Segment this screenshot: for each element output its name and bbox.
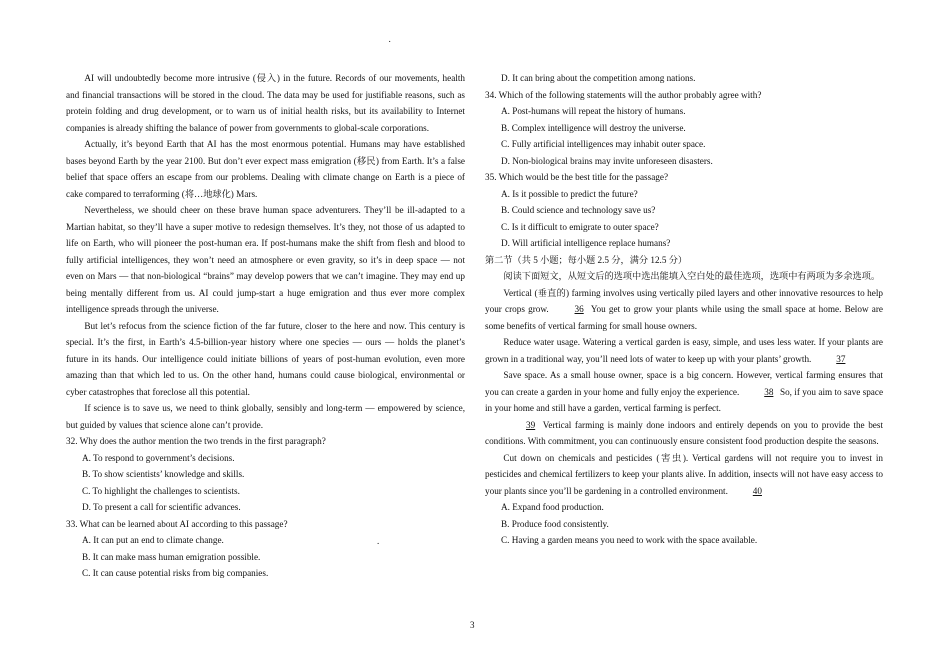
passage-paragraph: Nevertheless, we should cheer on these brave human space adventurers. They’ll be ill-adapted to a Martian habitat, so they’ll have a super motive to redesign themselves. It’s they, not those of us adapted to life on Earth, who will pioneer the post-human era. If post-humans make the shift from flesh and blood to fully artificial intelligences, they won’t need an atmosphere or even gravity, so it’s in deep space — not even on Mars — that non-biological “brains” may develop powers that we can’t imagine. They may end up being mentally different from us. AI could jump-start a huge emigration and thus ever more complex intelligence spreads through the universe. [66, 205, 465, 314]
section-instructions: 阅读下面短文，从短文后的选项中选出能填入空白处的最佳选项，选项中有两项为多余选项。 [503, 271, 881, 281]
passage-paragraph: AI will undoubtedly become more intrusive (侵入) in the future. Records of our movements, health and financial transactions will be stored in the cloud. The data may be used for justifiable reasons, such as protein folding and drug development, or to warn us of initial health risks, but its availability to Internet companies is already shifting the balance of power from governments to global-scale corporations. [66, 73, 465, 133]
header-mark: ˙ [388, 40, 392, 51]
option-34c: C. Fully artificial intelligences may inhabit outer space. [501, 139, 706, 149]
option-35a: A. Is it possible to predict the future? [501, 188, 638, 199]
option-32c: C. To highlight the challenges to scientists. [82, 485, 240, 496]
blank-36: 36 [574, 304, 584, 314]
option-33b: B. It can make mass human emigration possible. [82, 551, 261, 562]
option-34b: B. Complex intelligence will destroy the universe. [501, 122, 686, 133]
blank-37: 37 [836, 353, 846, 364]
passage-paragraph [485, 417, 883, 450]
option-32a: A. To respond to government’s decisions. [82, 452, 235, 463]
blank-40: 40 [752, 485, 762, 496]
option-34a: A. Post-humans will repeat the history of humans. [501, 106, 686, 116]
passage-paragraph [485, 367, 883, 417]
paragraph-text: Vertical (垂直的) farming involves using vertically piled layers and other innovative resources to help your crops grow. [485, 287, 883, 314]
passage-paragraph: But let’s refocus from the science fiction of the far future, closer to the here and now. This century is special. It’s the first, in Earth’s 4.5-billion-year history where one species — ours — holds the planet’s future in its hands. Our intelligence could initiate billions of years of post-human evolution, even more amazing than that which led to us. On the other hand, humans could cause biological, environmental or cyber catastrophes that foreclose all this potential. [66, 320, 465, 397]
option-33c: C. It can cause potential risks from big companies. [82, 568, 269, 578]
question-33: 33. What can be learned about AI according to this passage? [66, 518, 288, 529]
section-title: 第二节（共 5 小题；每小题 2.5 分，满分 12.5 分） [485, 254, 688, 265]
passage-paragraph [485, 450, 883, 500]
question-34: 34. Which of the following statements will the author probably agree with? [485, 89, 762, 100]
option-b: B. Produce food consistently. [501, 518, 609, 529]
left-column [66, 70, 465, 582]
passage-paragraph: If science is to save us, we need to think globally, sensibly and long-term — empowered by science, but guided by values that science alone can’t provide. [66, 403, 465, 430]
blank-39: 39 [525, 419, 536, 430]
paragraph-text: So, if you aim to save space in your home and still have a garden, vertical farming is perfect. [485, 386, 884, 413]
stray-dot: . [377, 536, 380, 546]
passage-paragraph [485, 334, 883, 367]
question-32: 32. Why does the author mention the two trends in the first paragraph? [66, 436, 326, 446]
option-33d: D. It can bring about the competition among nations. [501, 73, 696, 83]
paragraph-text: Vertical farming is mainly done indoors and entirely depends on you to provide the best conditions. With commitment, you can continuously ensure consistent food production despite the seasons. [485, 419, 883, 446]
blank-38: 38 [764, 386, 774, 397]
option-35c: C. Is it difficult to emigrate to outer space? [501, 221, 659, 232]
passage-paragraph [485, 285, 883, 335]
question-35: 35. Which would be the best title for the passage? [485, 172, 669, 182]
option-33a: A. It can put an end to climate change. [82, 535, 224, 545]
option-32b: B. To show scientists’ knowledge and skills. [82, 469, 245, 479]
paragraph-text: Save space. As a small house owner, space is a big concern. However, vertical farming ensures that you can create a garden in your home and fully enjoy the experience. [485, 370, 883, 397]
paragraph-text: Cut down on chemicals and pesticides (害虫). Vertical gardens will not require you to invest in pesticides and chemical fertilizers to keep your plants alive. In addition, insects will not have easy access to your plants since you’ll be gardening in a controlled environment. [485, 452, 883, 496]
passage-paragraph: Actually, it’s beyond Earth that AI has the most enormous potential. Humans may have established bases beyond Earth by the year 2100. But don’t ever expect mass emigration (移民) from Earth. It’s a false belief that space offers an escape from our problems. Dealing with climate change on Earth is a piece of cake compared to terraforming (将…地球化) Mars. [66, 139, 465, 199]
right-column [485, 70, 883, 549]
paragraph-text: You get to grow your plants while using the small space at home. Below are some benefits of vertical farming for small house owners. [485, 304, 883, 331]
option-35d: D. Will artificial intelligence replace humans? [501, 238, 671, 248]
option-a: A. Expand food production. [501, 502, 604, 512]
option-c: C. Having a garden means you need to work with the space available. [501, 535, 758, 545]
option-32d: D. To present a call for scientific advances. [82, 502, 241, 512]
option-35b: B. Could science and technology save us? [501, 205, 656, 215]
option-34d: D. Non-biological brains may invite unforeseen disasters. [501, 155, 713, 166]
paragraph-text: Reduce water usage. Watering a vertical garden is easy, simple, and uses less water. If your plants are grown in a traditional way, you’ll need lots of water to keep up with your plants’ growth. [485, 337, 883, 364]
page-number: 3 [470, 620, 475, 630]
